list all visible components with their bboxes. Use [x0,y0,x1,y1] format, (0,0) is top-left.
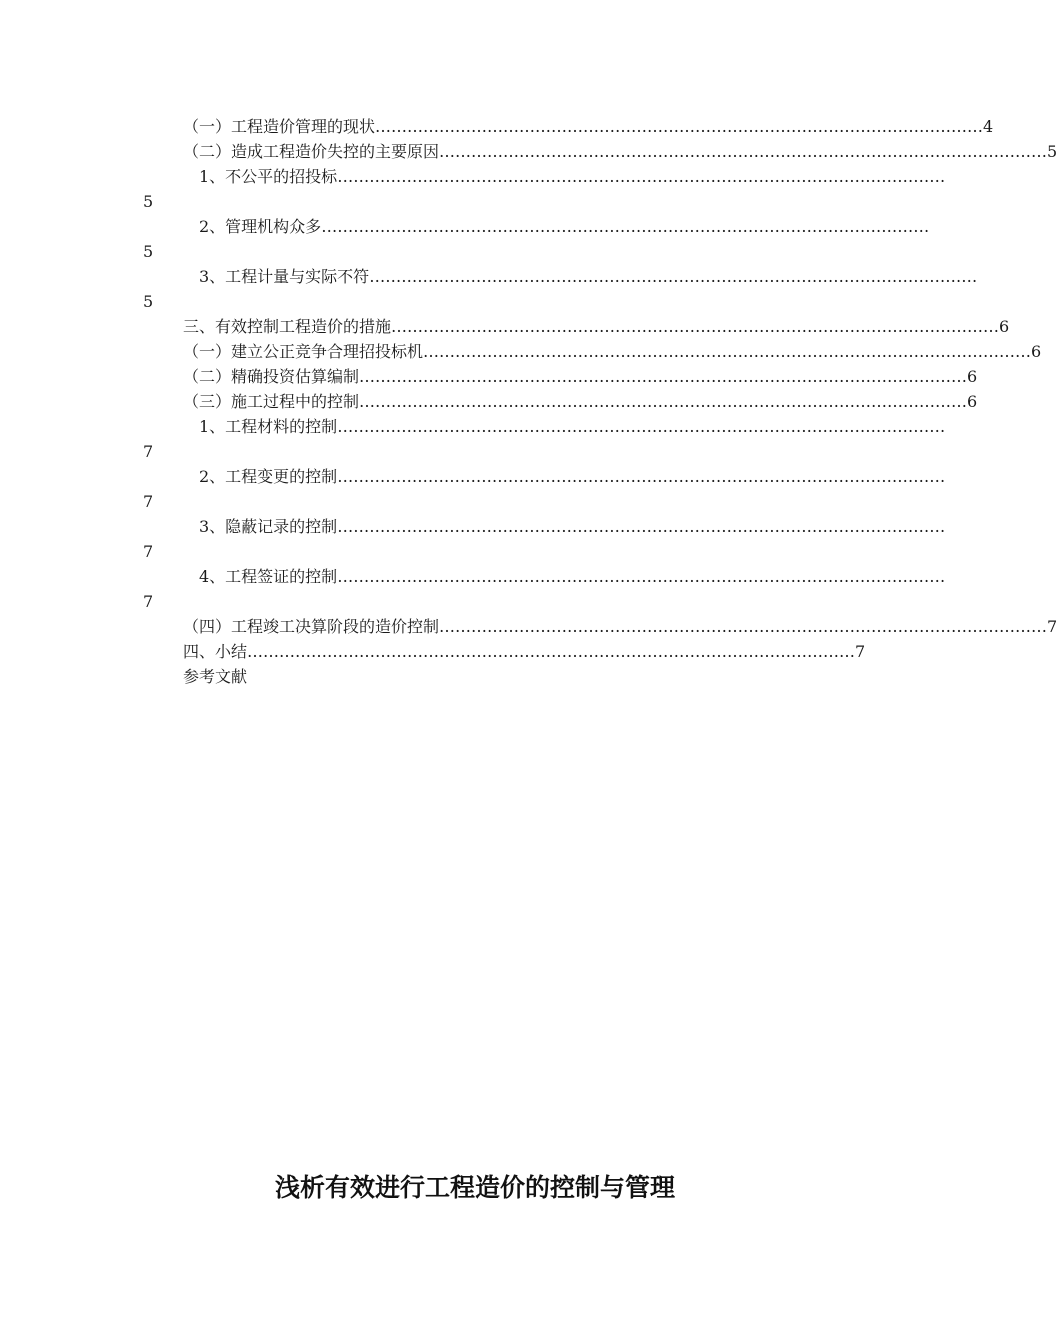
toc-entry[interactable] [183,664,805,689]
toc-entry-label: （二）造成工程造价失控的主要原因 [183,142,440,161]
toc-entry-label: 参考文献 [183,667,248,686]
toc-page-number: 5 [143,192,154,211]
toc-entry-label: （一）建立公正竞争合理招投标机 [183,342,424,361]
toc-entry[interactable] [183,614,1057,639]
toc-page-number: 7 [143,492,154,511]
toc-leader: …………………………………………………………………………………………………… [375,117,984,136]
toc-leader: …………………………………………………………………………………………………… [439,142,1048,161]
toc-entry-label: 三、有效控制工程造价的措施 [183,317,392,336]
toc-entry[interactable] [199,164,946,189]
toc-entry[interactable] [199,414,946,439]
toc-entry[interactable] [183,389,978,414]
toc-entry[interactable] [183,314,1010,339]
toc-page-number: 6 [967,367,978,386]
toc-leader: …………………………………………………………………………………………………… [359,367,968,386]
toc-leader: …………………………………………………………………………………………………… [439,617,1048,636]
toc-leader: …………………………………………………………………………………………………… [247,642,856,661]
toc-entry[interactable] [199,514,946,539]
toc-leader: …………………………………………………………………………………………………… [321,217,930,236]
toc-entry[interactable] [183,114,994,139]
toc-entry-label: 1、不公平的招投标 [199,167,338,186]
toc-entry[interactable] [183,339,1042,364]
toc-page-number: 7 [1047,617,1057,636]
toc-entry[interactable] [183,139,1057,164]
toc-entry-label: 3、隐蔽记录的控制 [199,517,338,536]
toc-leader: …………………………………………………………………………………………………… [337,567,946,586]
toc-entry-label: （三）施工过程中的控制 [183,392,360,411]
toc-entry[interactable] [199,564,946,589]
toc-entry-label: 2、工程变更的控制 [199,467,338,486]
toc-leader: …………………………………………………………………………………………………… [369,267,978,286]
toc-page-number: 7 [143,592,154,611]
toc-entry[interactable] [183,639,866,664]
toc-entry[interactable] [199,214,930,239]
toc-page-number: 5 [143,292,154,311]
toc-leader: …………………………………………………………………………………………………… [337,167,946,186]
toc-leader: …………………………………………………………………………………………………… [359,392,968,411]
toc-page-number: 7 [855,642,866,661]
toc-page-number: 6 [1031,342,1042,361]
toc-page-number: 6 [999,317,1010,336]
toc-entry-label: 1、工程材料的控制 [199,417,338,436]
toc-entry-label: 2、管理机构众多 [199,217,322,236]
document-title: 浅析有效进行工程造价的控制与管理 [274,1173,675,1202]
toc-page-number: 5 [143,242,154,261]
toc-leader: …………………………………………………………………………………………………… [337,417,946,436]
toc-entry-label: （四）工程竣工决算阶段的造价控制 [183,617,440,636]
toc-entry-label: （二）精确投资估算编制 [183,367,360,386]
toc-page-number: 6 [967,392,978,411]
toc-page-number: 5 [1047,142,1057,161]
toc-entry[interactable] [183,364,978,389]
toc-entry-label: 四、小结 [183,642,248,661]
toc-entry-label: 4、工程签证的控制 [199,567,338,586]
toc-page-number: 7 [143,442,154,461]
toc-leader: …………………………………………………………………………………………………… [337,517,946,536]
toc-entry-label: 3、工程计量与实际不符 [199,267,370,286]
toc-entry[interactable] [199,464,946,489]
table-of-contents [0,114,1057,689]
toc-page-number: 4 [983,117,994,136]
toc-entry-label: （一）工程造价管理的现状 [183,117,376,136]
toc-leader: …………………………………………………………………………………………………… [337,467,946,486]
toc-entry[interactable] [199,264,978,289]
toc-leader: …………………………………………………………………………………………………… [423,342,1032,361]
toc-page-number: 7 [143,542,154,561]
toc-leader: …………………………………………………………………………………………………… [391,317,1000,336]
